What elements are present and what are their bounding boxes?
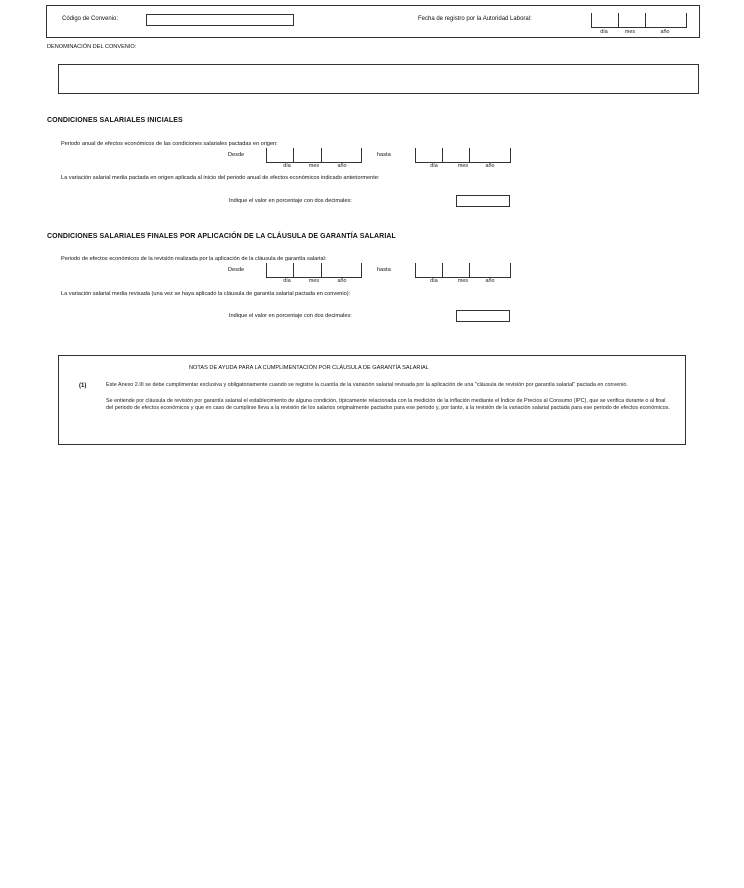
finales-hasta-anio: año [485, 278, 495, 284]
notas-paragraph-1: Este Anexo 2.III se debe cumplimentar exclusiva y obligatoriamente cuando se registre la cuantía de la variación salarial revisada por la aplicación de una "cláusula de revisión por garantía salarial" pactada en convenio. [106, 382, 628, 388]
notas-number: (1) [79, 383, 87, 389]
finales-hasta-mes: mes [457, 278, 469, 284]
iniciales-hasta-dia: día [430, 163, 438, 169]
finales-desde-mes: mes [308, 278, 320, 284]
finales-periodo-text: Periodo de efectos económicos de la revisión realizada por la aplicación de la cláusula de garantía salarial: [61, 256, 327, 262]
iniciales-porcentaje-input[interactable] [456, 195, 510, 207]
finales-variacion-text: La variación salarial media revisada (una vez se haya aplicado la cláusula de garantía salarial pactada en convenio): [61, 291, 351, 297]
finales-hasta-label: hasta [377, 267, 391, 273]
iniciales-hasta-anio: año [485, 163, 495, 169]
iniciales-desde-mes: mes [308, 163, 320, 169]
iniciales-desde-dia: día [283, 163, 291, 169]
fecha-mes-label: mes [624, 29, 636, 35]
finales-porcentaje-input[interactable] [456, 310, 510, 322]
iniciales-indique-text: Indique el valor en porcentaje con dos decimales: [229, 198, 352, 204]
fecha-anio-label: año [660, 29, 670, 35]
codigo-label: Código de Convenio: [62, 16, 119, 22]
finales-hasta-dia: día [430, 278, 438, 284]
fecha-dia-label: día [600, 29, 608, 35]
iniciales-desde-anio: año [337, 163, 347, 169]
denominacion-input[interactable] [58, 64, 699, 94]
iniciales-title: CONDICIONES SALARIALES INICIALES [47, 117, 183, 124]
finales-desde-dia: día [283, 278, 291, 284]
finales-title: CONDICIONES SALARIALES FINALES POR APLICACIÓN DE LA CLÁUSULA DE GARANTÍA SALARIAL [47, 233, 396, 240]
iniciales-hasta-label: hasta [377, 152, 391, 158]
fecha-registro-label: Fecha de registro por la Autoridad Laboral: [418, 16, 532, 22]
finales-indique-text: Indique el valor en porcentaje con dos decimales: [229, 313, 352, 319]
finales-desde-label: Desde [228, 267, 245, 273]
notas-title: NOTAS DE AYUDA PARA LA CUMPLIMENTACIÓN POR CLÁUSULA DE GARANTÍA SALARIAL [189, 365, 429, 371]
denominacion-label: DENOMINACIÓN DEL CONVENIO: [47, 44, 137, 50]
codigo-input[interactable] [146, 14, 294, 26]
iniciales-hasta-mes: mes [457, 163, 469, 169]
iniciales-periodo-text: Periodo anual de efectos económicos de las condiciones salariales pactadas en origen: [61, 141, 278, 147]
notas-paragraph-2: Se entiende por cláusula de revisión por garantía salarial el establecimiento de alguna condición, típicamente relacionada con la medición de la inflación mediante el Índice de Precios al Consumo (IPC), que se verifica durante o al final del periodo de efectos económicos y que en caso de cumplirse lleva a la revisión de los salarios originalmente pactados para ese periodo y, por tanto, a la revisión de la variación salarial pactada para ese periodo de efectos económicos. [106, 398, 670, 411]
iniciales-variacion-text: La variación salarial media pactada en origen aplicada al inicio del periodo anual de efectos económicos indicado anteriormente: [61, 175, 380, 181]
iniciales-desde-label: Desde [228, 152, 245, 158]
finales-desde-anio: año [337, 278, 347, 284]
